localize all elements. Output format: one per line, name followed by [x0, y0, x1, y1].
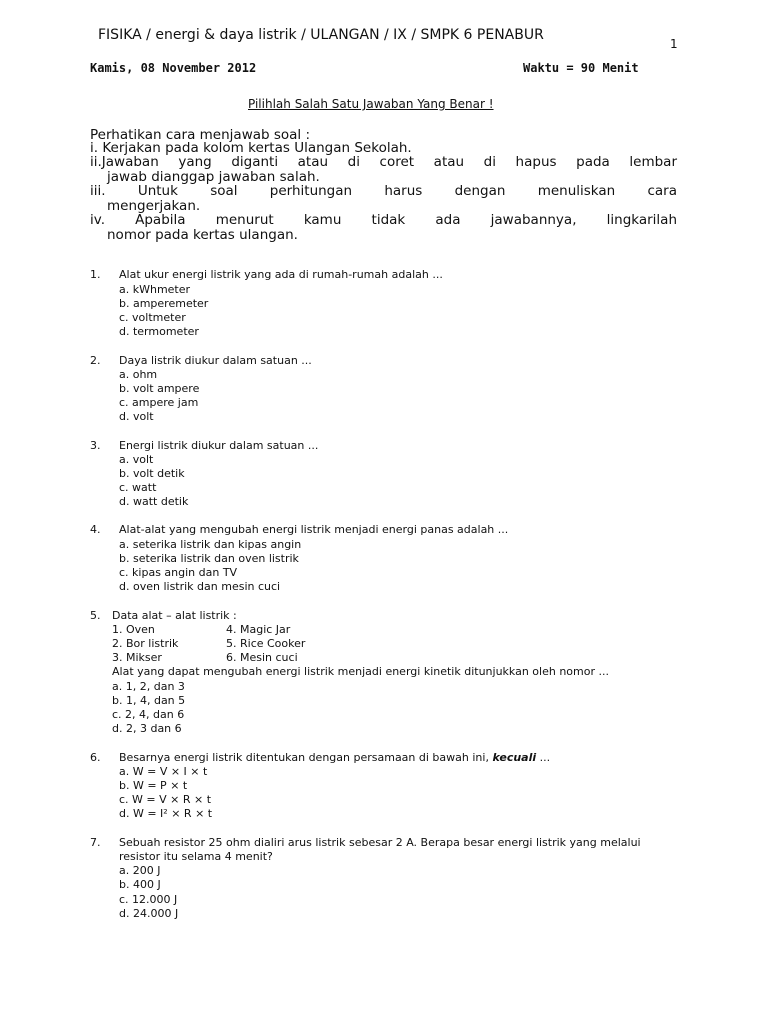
option-a: a. 200 J: [119, 864, 161, 877]
instruction-ii-line1: ii.Jawaban yang diganti atau di coret atau di hapus pada lembar: [90, 154, 677, 170]
question-text-main: Besarnya energi listrik ditentukan dengan persamaan di bawah ini,: [119, 751, 489, 764]
question-text-continued: Alat yang dapat mengubah energi listrik menjadi energi kinetik ditunjukkan oleh nomor ...: [112, 665, 609, 678]
option-a: a. 1, 2, dan 3: [112, 680, 185, 693]
list-item: 6. Mesin cuci: [226, 651, 298, 664]
option-d: d. oven listrik dan mesin cuci: [119, 580, 281, 593]
option-d: d. W = I² × R × t: [119, 807, 213, 820]
instruction-iv-line2: nomor pada kertas ulangan.: [107, 227, 298, 243]
page-number: 1: [670, 37, 678, 51]
option-d: d. volt: [119, 410, 154, 423]
option-d: d. 2, 3 dan 6: [112, 722, 182, 735]
question-number: 4.: [90, 523, 101, 536]
question-text: Data alat – alat listrik :: [112, 609, 237, 622]
exam-duration: Waktu = 90 Menit: [523, 61, 639, 75]
option-b: b. seterika listrik dan oven listrik: [119, 552, 299, 565]
option-c: c. 2, 4, dan 6: [112, 708, 185, 721]
question-text: Sebuah resistor 25 ohm dialiri arus listrik sebesar 2 A. Berapa besar energi listrik yang melalui: [119, 836, 641, 849]
option-d: d. 24.000 J: [119, 907, 179, 920]
question-number: 3.: [90, 439, 101, 452]
list-item: 2. Bor listrik: [112, 637, 179, 650]
question-text-line2: resistor itu selama 4 menit?: [119, 850, 273, 863]
question-text: Alat-alat yang mengubah energi listrik menjadi energi panas adalah ...: [119, 523, 509, 536]
instructions-title: Perhatikan cara menjawab soal :: [90, 127, 311, 143]
instruction-iii-line1: iii. Untuk soal perhitungan harus dengan menuliskan cara: [90, 183, 677, 199]
list-item: 3. Mikser: [112, 651, 162, 664]
main-instruction: Pilihlah Salah Satu Jawaban Yang Benar !: [248, 97, 494, 111]
option-a: a. kWhmeter: [119, 283, 191, 296]
question-text: Energi listrik diukur dalam satuan ...: [119, 439, 319, 452]
list-item: 5. Rice Cooker: [226, 637, 306, 650]
option-b: b. W = P × t: [119, 779, 188, 792]
list-item: 4. Magic Jar: [226, 623, 291, 636]
question-number: 5.: [90, 609, 101, 622]
instruction-ii-line2: jawab dianggap jawaban salah.: [107, 169, 320, 185]
option-a: a. volt: [119, 453, 154, 466]
list-item: 1. Oven: [112, 623, 155, 636]
option-c: c. ampere jam: [119, 396, 199, 409]
option-b: b. volt ampere: [119, 382, 200, 395]
option-d: d. watt detik: [119, 495, 189, 508]
option-c: c. W = V × R × t: [119, 793, 212, 806]
option-b: b. volt detik: [119, 467, 185, 480]
option-a: a. W = V × I × t: [119, 765, 208, 778]
document-title: FISIKA / energi & daya listrik / ULANGAN / IX / SMPK 6 PENABUR: [98, 27, 544, 43]
option-b: b. amperemeter: [119, 297, 209, 310]
instruction-iv-line1: iv. Apabila menurut kamu tidak ada jawabannya, lingkarilah: [90, 212, 677, 228]
option-c: c. 12.000 J: [119, 893, 178, 906]
option-d: d. termometer: [119, 325, 199, 338]
option-c: c. watt: [119, 481, 157, 494]
option-c: c. voltmeter: [119, 311, 186, 324]
exam-date: Kamis, 08 November 2012: [90, 61, 257, 75]
option-b: b. 400 J: [119, 878, 161, 891]
instruction-i: i. Kerjakan pada kolom kertas Ulangan Sekolah.: [90, 140, 412, 156]
option-a: a. ohm: [119, 368, 158, 381]
question-number: 1.: [90, 268, 101, 281]
option-c: c. kipas angin dan TV: [119, 566, 238, 579]
option-b: b. 1, 4, dan 5: [112, 694, 186, 707]
emphasis-kecuali: kecuali: [492, 751, 537, 764]
question-text: Daya listrik diukur dalam satuan ...: [119, 354, 312, 367]
question-number: 2.: [90, 354, 101, 367]
instruction-iii-line2: mengerjakan.: [107, 198, 201, 214]
question-number: 6.: [90, 751, 101, 764]
question-text: Alat ukur energi listrik yang ada di rumah-rumah adalah ...: [119, 268, 443, 281]
question-number: 7.: [90, 836, 101, 849]
question-text-tail: ...: [536, 751, 551, 764]
question-text: [119, 751, 550, 765]
option-a: a. seterika listrik dan kipas angin: [119, 538, 302, 551]
